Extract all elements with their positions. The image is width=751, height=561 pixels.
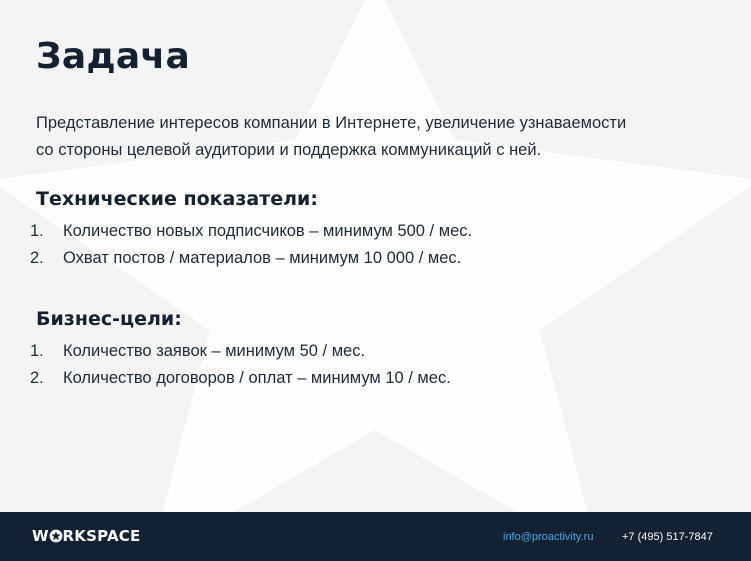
list-item-text: Количество заявок – минимум 50 / мес. xyxy=(63,342,366,360)
list-item-text: Количество договоров / оплат – минимум 10 / мес. xyxy=(63,369,451,387)
intro-paragraph xyxy=(36,110,696,164)
workspace-logo[interactable] xyxy=(32,527,140,545)
logo-text-rest: RKSPACE xyxy=(62,527,141,545)
star-icon xyxy=(49,529,63,543)
business-list xyxy=(30,338,451,392)
list-item-number: 1. xyxy=(30,222,44,240)
email-link[interactable]: info@proactivity.ru xyxy=(503,531,594,543)
list-item-text: Охват постов / материалов – минимум 10 000 / мес. xyxy=(63,249,462,267)
technical-list xyxy=(30,218,472,272)
intro-line-2: со стороны целевой аудитории и поддержка коммуникаций с ней. xyxy=(36,141,542,159)
list-item xyxy=(30,218,472,245)
list-item xyxy=(30,338,451,365)
list-item xyxy=(30,245,472,272)
section-heading-business: Бизнес-цели: xyxy=(36,308,182,330)
intro-line-1: Представление интересов компании в Интернете, увеличение узнаваемости xyxy=(36,114,627,132)
list-item-text: Количество новых подписчиков – минимум 500 / мес. xyxy=(63,222,473,240)
page-title: Задача xyxy=(36,36,191,77)
footer-bar xyxy=(0,512,751,561)
list-item-number: 1. xyxy=(30,342,44,360)
phone-number[interactable]: +7 (495) 517-7847 xyxy=(622,531,713,543)
list-item-number: 2. xyxy=(30,369,44,387)
list-item xyxy=(30,365,451,392)
logo-letter-w: W xyxy=(32,527,49,545)
list-item-number: 2. xyxy=(30,249,44,267)
section-heading-technical: Технические показатели: xyxy=(36,188,318,210)
